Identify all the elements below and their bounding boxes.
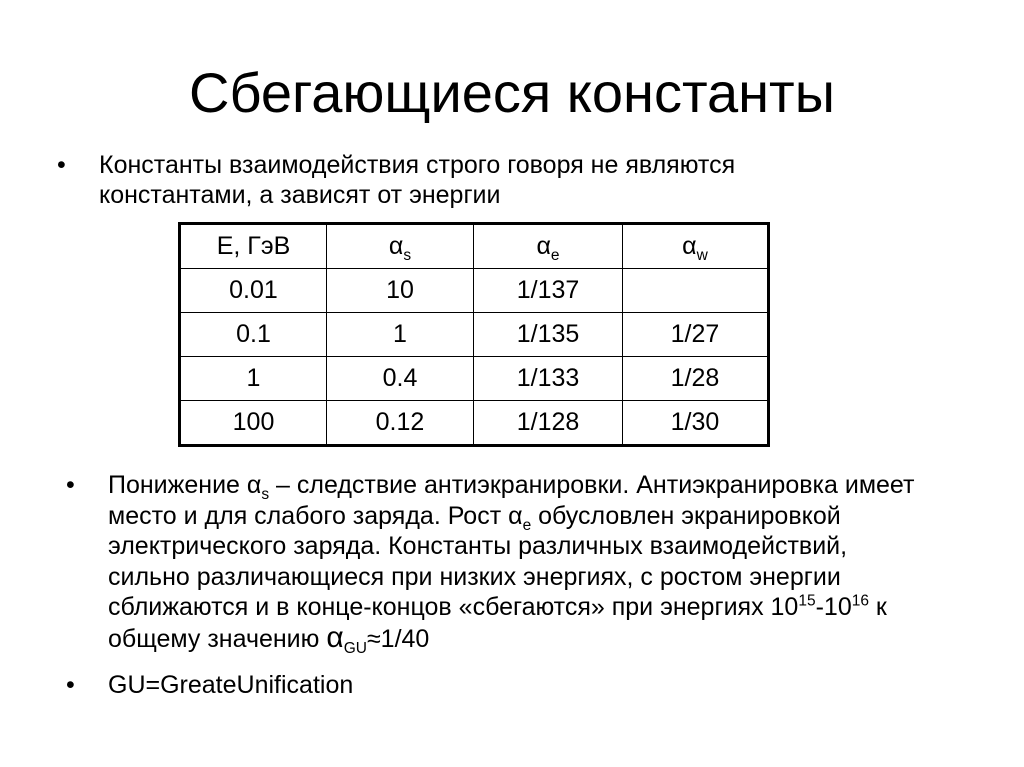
bullet-item-antiscreening [66, 470, 966, 660]
bullet-text: GU=GreateUnification [108, 671, 354, 699]
table-row [180, 357, 769, 401]
bullet-dot: • [66, 671, 75, 699]
table-cell: 1/30 [623, 401, 769, 446]
header-energy: E, ГэВ [180, 224, 327, 269]
bullet-item-gu-definition [66, 670, 666, 702]
table-cell: 1/27 [623, 313, 769, 357]
bullet-text: Понижение $\alpha_s$ – следствие антиэкранировки. Антиэкранировка имеет место и для слабого заряда. Рост $\alpha_e$ обусловлен экранировкой электрического заряда. Константы различных взаимодействий, сильно различающиеся при низких энергиях, с ростом энергии сближаются и в конце-концов «сбегаются» при энергиях $10^{15}-10^{16}$ к общему значению $\alpha_{GU}\approx 1/40$ [108, 471, 915, 657]
table-cell: 1/133 [474, 357, 623, 401]
table-row [180, 401, 769, 446]
header-alpha-w: $\alpha_w$ [623, 224, 769, 269]
bullet-dot: • [66, 471, 75, 499]
table-cell: 1/137 [474, 269, 623, 313]
slide-title: Сбегающиеся константы [189, 61, 835, 124]
table-header-row [180, 224, 769, 269]
coupling-constants-table [178, 222, 770, 447]
table-cell: 100 [180, 401, 327, 446]
table-cell: 1/128 [474, 401, 623, 446]
table-cell [623, 269, 769, 313]
bullet-item-energy-dependence [57, 150, 857, 210]
table-row [180, 313, 769, 357]
table-cell: 1/135 [474, 313, 623, 357]
table-cell: 1 [180, 357, 327, 401]
bullet-dot: • [57, 151, 66, 179]
header-alpha-e: $\alpha_e$ [474, 224, 623, 269]
table-cell: 0.1 [180, 313, 327, 357]
table-cell: 1/28 [623, 357, 769, 401]
bullet-text: Константы взаимодействия строго говоря не являются константами, а зависят от энергии [99, 151, 736, 209]
table-row [180, 269, 769, 313]
table-cell: 0.12 [327, 401, 474, 446]
header-alpha-s: $\alpha_s$ [327, 224, 474, 269]
table-cell: 0.01 [180, 269, 327, 313]
table-cell: 1 [327, 313, 474, 357]
table-cell: 10 [327, 269, 474, 313]
table-cell: 0.4 [327, 357, 474, 401]
